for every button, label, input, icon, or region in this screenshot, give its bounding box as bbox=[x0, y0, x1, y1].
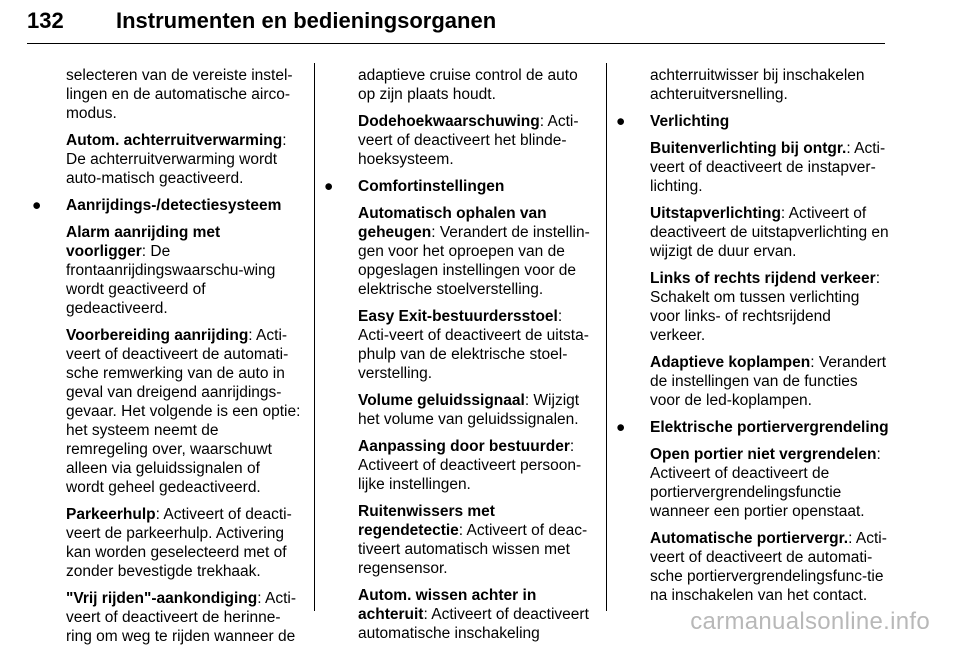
setting-description: : Activeert of deactiveert de portiervergrendelingsfunctie wanneer een portier openstaat. bbox=[650, 446, 881, 520]
setting-description: : Acti-veert of deactiveert de automati-sche remwerking van de auto in geval van dreigend aanrijdings-gevaar. Het volgende is een optie: het systeem neemt de remregeling over, waarschuwt alleen via geluidssignalen of wordt geheel gedeactiveerd. bbox=[66, 327, 301, 496]
bullet-heading bbox=[26, 196, 302, 215]
setting-paragraph bbox=[26, 223, 302, 318]
column-divider-2 bbox=[606, 63, 607, 611]
setting-term: Alarm aanrijding met voorligger bbox=[66, 224, 221, 260]
setting-paragraph bbox=[610, 204, 890, 261]
bullet-icon: ● bbox=[324, 178, 334, 195]
continued-line: lingen en de automatische airco- bbox=[66, 86, 291, 103]
setting-term: Autom. achterruitverwarming bbox=[66, 132, 283, 149]
bullet-title: Elektrische portiervergrendeling bbox=[650, 419, 889, 436]
setting-description: : Acti-veert of deactiveert de uitsta-phulp van de elektrische stoel-verstelling. bbox=[358, 308, 589, 382]
setting-description: : Acti-veert of deactiveert de automati-sche portiervergrendelingsfunc-tie na inschakelen van het contact. bbox=[650, 530, 887, 604]
setting-description: : Verandert de instellingen van de functies voor de led-koplampen. bbox=[650, 354, 887, 409]
setting-description: : Acti-veert of deactiveert het blinde-hoeksysteem. bbox=[358, 113, 579, 168]
setting-term: Dodehoekwaarschuwing bbox=[358, 113, 540, 130]
setting-paragraph bbox=[318, 391, 596, 429]
setting-term: Adaptieve koplampen bbox=[650, 354, 811, 371]
bullet-icon: ● bbox=[32, 197, 42, 214]
bullet-title: Comfortinstellingen bbox=[358, 178, 505, 195]
column-1 bbox=[26, 66, 302, 654]
setting-description: : Activeert of deactiveert persoon-lijke instellingen. bbox=[358, 438, 582, 493]
bullet-heading bbox=[318, 177, 596, 196]
bullet-title: Verlichting bbox=[650, 113, 730, 130]
setting-description: : De achterruitverwarming wordt auto-matisch geactiveerd. bbox=[66, 132, 287, 187]
setting-paragraph bbox=[610, 445, 890, 521]
setting-term: Volume geluidssignaal bbox=[358, 392, 525, 409]
setting-paragraph bbox=[318, 437, 596, 494]
setting-description: : Acti-veert of deactiveert de herinne-ring om weg te rijden wanneer de bbox=[66, 590, 297, 645]
watermark: carmanualsonline.info bbox=[690, 608, 930, 635]
setting-paragraph bbox=[610, 529, 890, 605]
setting-description: : Verandert de instellin-gen voor het oproepen van de opgeslagen instellingen voor de elektrische stoelverstelling. bbox=[358, 224, 590, 298]
setting-paragraph bbox=[318, 502, 596, 578]
page-number: 132 bbox=[27, 8, 64, 33]
setting-paragraph bbox=[26, 326, 302, 497]
continued-line: selecteren van de vereiste instel- bbox=[66, 67, 293, 84]
setting-paragraph bbox=[26, 505, 302, 581]
continued-text: adaptieve cruise control de auto op zijn plaats houdt. bbox=[358, 67, 578, 103]
bullet-heading bbox=[610, 112, 890, 131]
continued-text bbox=[26, 66, 302, 123]
setting-term: Aanpassing door bestuurder bbox=[358, 438, 570, 455]
setting-term: Uitstapverlichting bbox=[650, 205, 781, 222]
setting-term: Open portier niet vergrendelen bbox=[650, 446, 877, 463]
continued-text: achterruitwisser bij inschakelen achteruitversnelling. bbox=[650, 67, 865, 103]
setting-description: : De frontaanrijdingswaarschu-wing wordt geactiveerd of gedeactiveerd. bbox=[66, 243, 276, 317]
setting-paragraph bbox=[610, 139, 890, 196]
setting-term: Links of rechts rijdend verkeer bbox=[650, 270, 876, 287]
setting-term: "Vrij rijden"-aankondiging bbox=[66, 590, 258, 607]
setting-term: Automatisch ophalen van geheugen bbox=[358, 205, 547, 241]
setting-term: Ruitenwissers met regendetectie bbox=[358, 503, 495, 539]
bullet-icon: ● bbox=[616, 113, 626, 130]
setting-description: : Activeert of deactiveert automatische inschakeling bbox=[358, 606, 589, 642]
header-rule bbox=[27, 43, 885, 44]
setting-term: Automatische portiervergr. bbox=[650, 530, 849, 547]
setting-paragraph bbox=[610, 353, 890, 410]
setting-paragraph bbox=[318, 204, 596, 299]
setting-paragraph bbox=[318, 112, 596, 169]
setting-term: Parkeerhulp bbox=[66, 506, 156, 523]
setting-description: : Activeert of deactiveert de uitstapverlichting en wijzigt de duur ervan. bbox=[650, 205, 889, 260]
setting-paragraph bbox=[318, 307, 596, 383]
setting-paragraph bbox=[610, 269, 890, 345]
setting-description: : Schakelt om tussen verlichting voor links- of rechtsrijdend verkeer. bbox=[650, 270, 881, 344]
setting-term: Easy Exit-bestuurdersstoel bbox=[358, 308, 558, 325]
setting-paragraph bbox=[318, 586, 596, 643]
bullet-title: Aanrijdings-/detectiesysteem bbox=[66, 197, 282, 214]
setting-paragraph bbox=[26, 131, 302, 188]
setting-term: Voorbereiding aanrijding bbox=[66, 327, 249, 344]
column-2 bbox=[318, 66, 596, 651]
setting-description: : Activeert of deacti-veert de parkeerhulp. Activering kan worden geselecteerd met of zonder bevestigde trekhaak. bbox=[66, 506, 292, 580]
setting-description: : Activeert of deac-tiveert automatisch wissen met regensensor. bbox=[358, 522, 588, 577]
bullet-icon: ● bbox=[616, 419, 626, 436]
column-divider-1 bbox=[314, 63, 315, 611]
setting-term: Buitenverlichting bij ontgr. bbox=[650, 140, 847, 157]
setting-paragraph bbox=[26, 589, 302, 646]
column-3 bbox=[610, 66, 890, 613]
setting-description: : Wijzigt het volume van geluidssignalen. bbox=[358, 392, 580, 428]
continued-line: modus. bbox=[66, 105, 117, 122]
setting-description: : Acti-veert of deactiveert de instapver-lichting. bbox=[650, 140, 886, 195]
bullet-heading bbox=[610, 418, 890, 437]
setting-term: Autom. wissen achter in achteruit bbox=[358, 587, 537, 623]
page-title: Instrumenten en bedieningsorganen bbox=[116, 8, 497, 33]
